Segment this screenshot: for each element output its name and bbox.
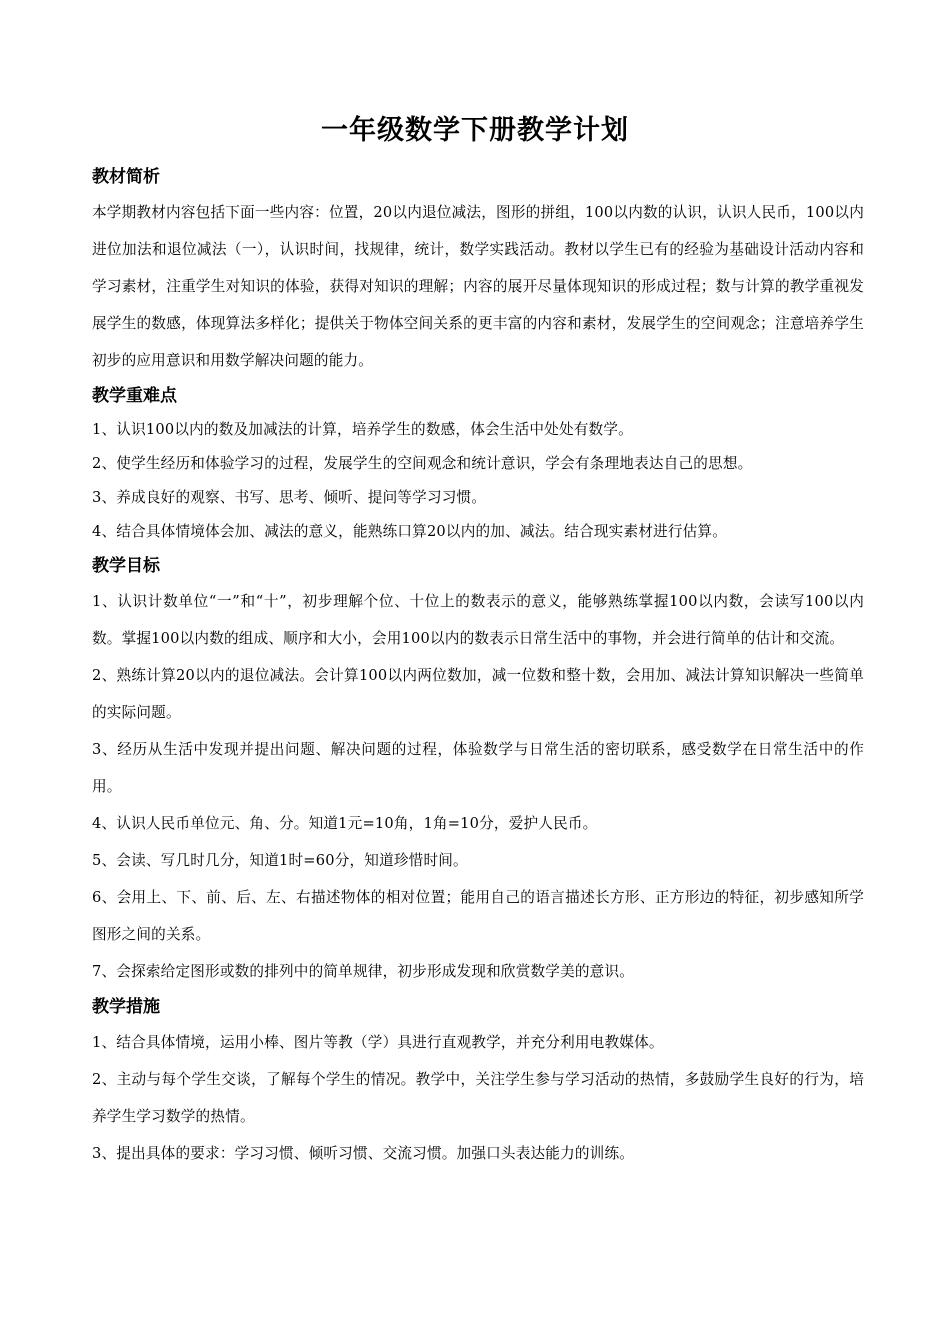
section-heading: 教学目标 <box>92 556 160 576</box>
list-item: 2、主动与每个学生交谈，了解每个学生的情况。教学中，关注学生参与学习活动的热情，多鼓励学生良好的行为，培养学生学习数学的热情。 <box>92 1071 864 1125</box>
section-heading: 教学措施 <box>92 997 160 1017</box>
list-item: 4、结合具体情境体会加、减法的意义，能熟练口算20以内的加、减法。结合现实素材进行估算。 <box>92 523 728 540</box>
list-item: 5、会读、写几时几分，知道1时=60分，知道珍惜时间。 <box>92 852 468 869</box>
section-key-points <box>92 383 864 549</box>
list-item: 3、提出具体的要求：学习习惯、倾听习惯、交流习惯。加强口头表达能力的训练。 <box>92 1145 635 1162</box>
section-heading: 教学重难点 <box>92 386 177 406</box>
list-item: 2、熟练计算20以内的退位减法。会计算100以内两位数加，减一位数和整十数，会用加、减法计算知识解决一些简单的实际问题。 <box>92 667 864 721</box>
section-heading: 教材简析 <box>92 167 160 187</box>
list-item: 1、结合具体情境，运用小棒、图片等教（学）具进行直观教学，并充分利用电教媒体。 <box>92 1034 664 1051</box>
document-body <box>92 160 864 1174</box>
list-item: 7、会探索给定图形或数的排列中的简单规律，初步形成发现和欣赏数学美的意识。 <box>92 963 635 980</box>
list-item: 3、养成良好的观察、书写、思考、倾听、提问等学习习惯。 <box>92 489 487 506</box>
page-title: 一年级数学下册教学计划 <box>321 115 629 146</box>
list-item: 2、使学生经历和体验学习的过程，发展学生的空间观念和统计意识，学会有条理地表达自己的思想。 <box>92 455 753 472</box>
section-textbook-analysis <box>92 164 864 379</box>
section-teaching-goals <box>92 553 864 990</box>
list-item: 6、会用上、下、前、后、左、右描述物体的相对位置；能用自己的语言描述长方形、正方形边的特征，初步感知所学图形之间的关系。 <box>92 889 864 943</box>
paragraph: 本学期教材内容包括下面一些内容：位置，20以内退位减法，图形的拼组，100以内数的认识，认识人民币，100以内进位加法和退位减法（一），认识时间，找规律，统计，数学实践活动。教材以学生已有的经验为基础设计活动内容和学习素材，注重学生对知识的体验，获得对知识的理解；内容的展开尽量体现知识的形成过程；数与计算的教学重视发展学生的数感，体现算法多样化；提供关于物体空间关系的更丰富的内容和素材，发展学生的空间观念；注意培养学生初步的应用意识和用数学解决问题的能力。 <box>92 204 864 369</box>
list-item: 1、认识计数单位“一”和“十”，初步理解个位、十位上的数表示的意义，能够熟练掌握100以内数，会读写100以内数。掌握100以内数的组成、顺序和大小，会用100以内的数表示日常生活中的事物，并会进行简单的估计和交流。 <box>92 593 864 647</box>
list-item: 3、经历从生活中发现并提出问题、解决问题的过程，体验数学与日常生活的密切联系，感受数学在日常生活中的作用。 <box>92 741 864 795</box>
section-teaching-measures <box>92 994 864 1172</box>
list-item: 4、认识人民币单位元、角、分。知道1元=10角，1角=10分，爱护人民币。 <box>92 815 598 832</box>
list-item: 1、认识100以内的数及加减法的计算，培养学生的数感，体会生活中处处有数学。 <box>92 421 633 438</box>
